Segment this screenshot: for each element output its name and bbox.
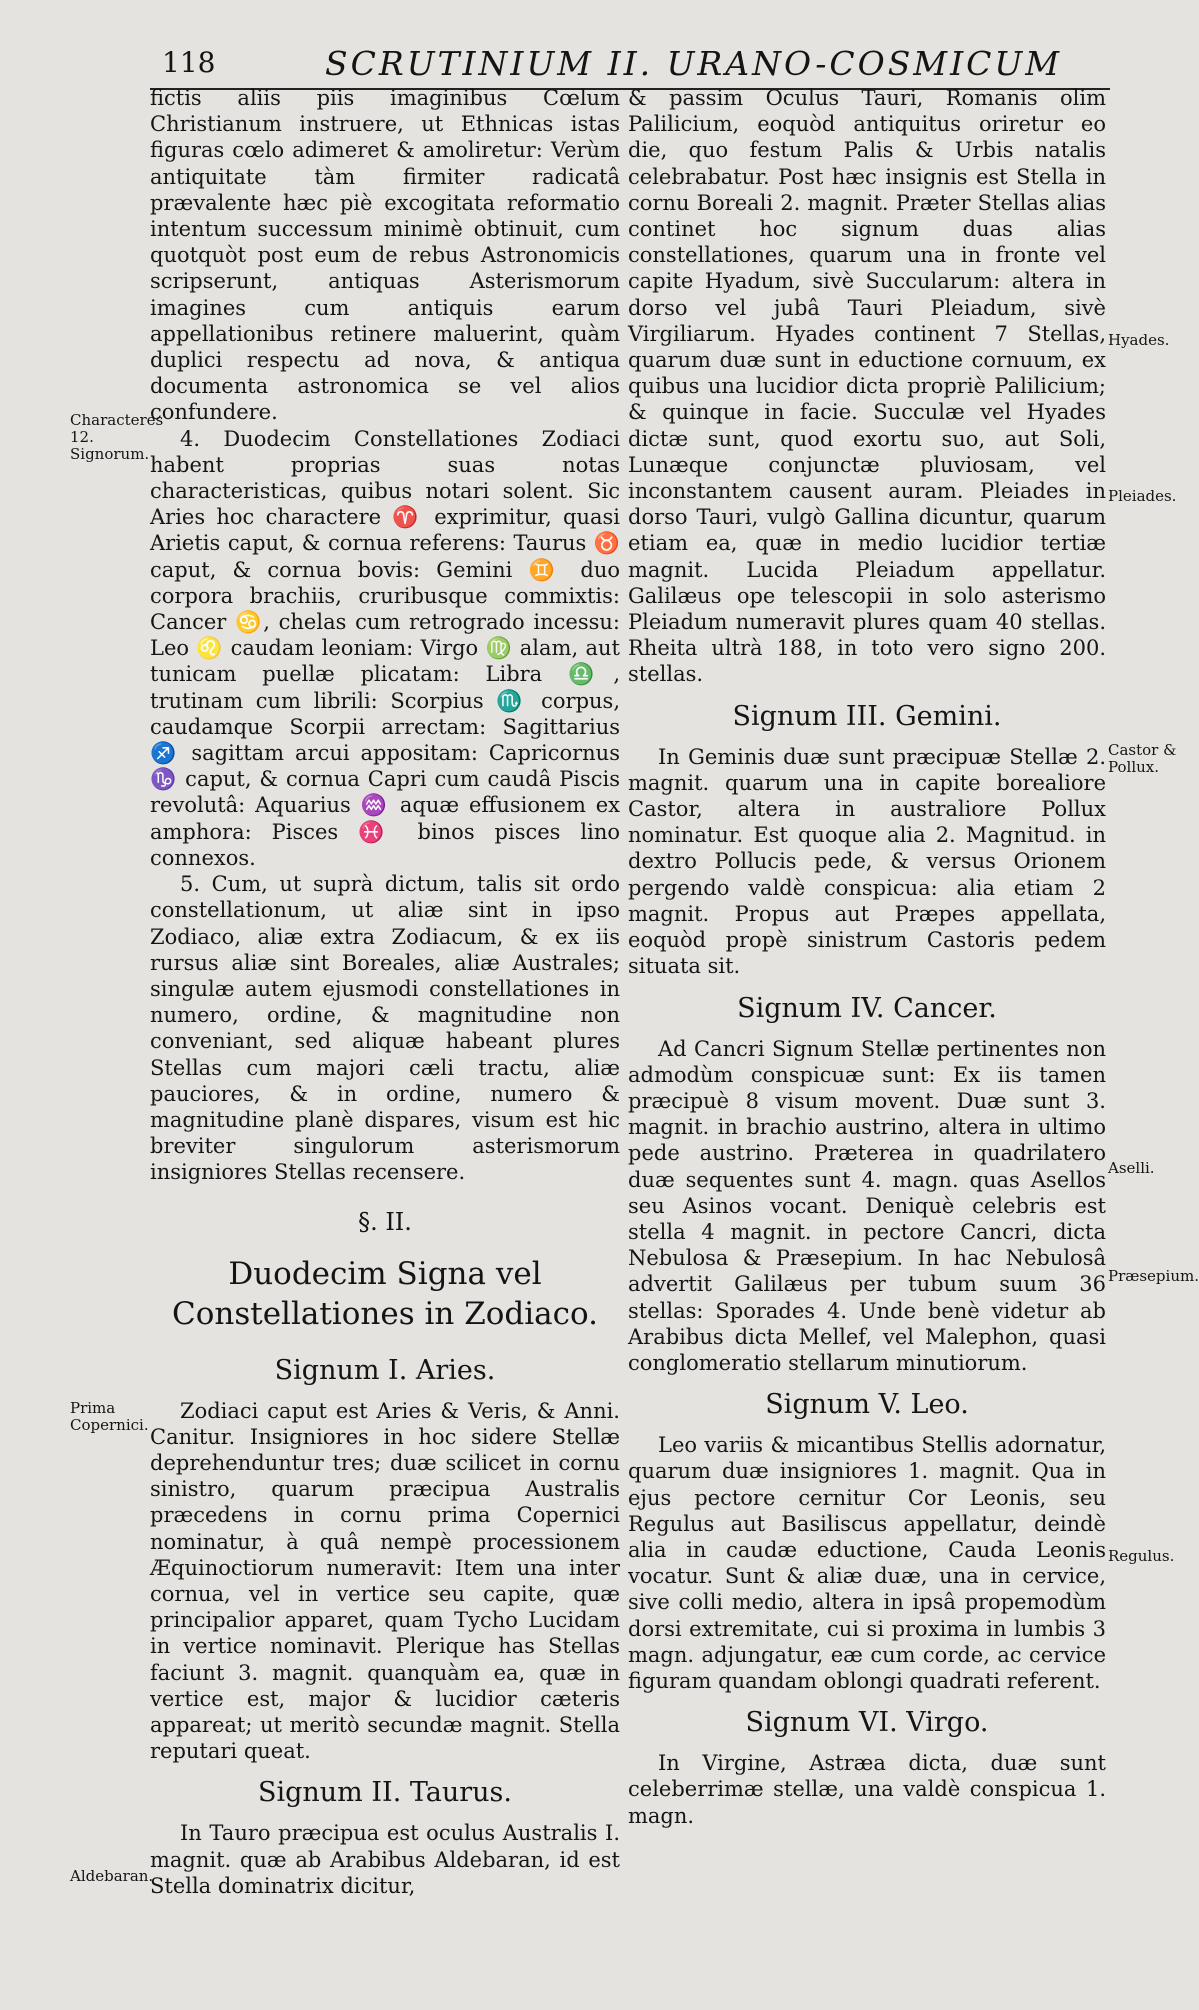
chapter-heading: Duodecim Signa vel Constellationes in Zodiaco.	[172, 1255, 598, 1332]
paragraph-taurus-continued: & passim Oculus Tauri, Romanis olim Palilicium, eoquòd antiquitus oriretur eo die, quo festum Palis & Urbis natalis celebrabatur. Post hæc insignis est Stella in cornu Boreali 2. magnit. Præter Stellas alias continet hoc signum duas alias constellationes, quarum una in fronte vel capite Hyadum, sivè Succularum: altera in dorso vel jubâ Tauri Pleiadum, sivè Virgiliarum. Hyades continent 7 Stellas, quarum duæ sunt in eductione cornuum, ex quibus una lucidior dicta propriè Palilicium; & quinque in facie. Succulæ vel Hyades dictæ sunt, quod exortu suo, aut Soli, Lunæque conjunctæ pluviosam, vel inconstantem causent auram. Pleiades in dorso Tauri, vulgò Gallina dicuntur, quarum etiam ea, quæ in medio lucidior tertiæ magnit. Lucida Pleiadum appellatur. Galilæus ope telescopii in solo asterismo Pleiadum numeravit plures quam 40 stellas. Rheita ultrà 188, in toto vero signo 200. stellas.	[628, 86, 1106, 687]
right-column	[628, 85, 1106, 1829]
paragraph-cancer: Ad Cancri Signum Stellæ pertinentes non admodùm conspicuæ sunt: Ex iis tamen præcipuè 8 visum movent. Duæ sunt 3. magnit. in brachio austrino, altera in ultimo pede austrino. Præterea in quadrilatero duæ sequentes sunt 4. magn. quas Asellos seu Asinos vocant. Deniquè celebris est stella 4 magnit. in pectore Cancri, dicta Nebulosa & Præsepium. In hac Nebulosâ advertit Galilæus per tubum suum 36 stellas: Sporades 4. Unde benè videtur ab Arabibus dicta Mellef, vel Malephon, quasi conglomeratio stellarum minutiorum.	[628, 1036, 1106, 1375]
paragraph-taurus: In Tauro præcipua est oculus Australis I. magnit. quæ ab Arabibus Aldebaran, id est Stella dominatrix dicitur,	[150, 1821, 620, 1898]
running-title: SCRUTINIUM II. URANO-COSMICUM	[325, 44, 1062, 83]
paragraph-intro-continued: fictis aliis piis imaginibus Cœlum Christianum instruere, ut Ethnicas istas figuras cœlo adimeret & amoliretur: Verùm antiquitate tàm firmiter radicatâ prævalente hæc piè excogitata reformatio intentum successum minimè obtinuit, cum quotquòt post eum de rebus Astronomicis scripserunt, antiquas Asterismorum imagines cum antiquis earum appellationibus retinere maluerint, quàm duplici respectu ad nova, & antiqua documenta astronomica se vel alios confundere.	[150, 86, 620, 425]
page-number: 118	[162, 46, 216, 79]
margin-note-hyades: Hyades.	[1108, 331, 1170, 349]
heading-aries: Signum I. Aries.	[274, 1354, 496, 1386]
margin-note-regulus: Regulus.	[1108, 1547, 1175, 1565]
left-column	[150, 85, 620, 1899]
margin-note-prima-copernici: Prima Copernici.	[70, 1399, 149, 1434]
paragraph-gemini: In Geminis duæ sunt præcipuæ Stellæ 2. magnit. quarum una in capite borealiore Castor, altera in australiore Pollux nominatur. Est quoque alia 2. Magnitud. in dextro Pollucis pede, & versus Orionem pergendo valdè conspicua: alia etiam 2 magnit. Propus aut Præpes appellata, eoquòd propè sinistrum Castoris pedem situata sit.	[628, 744, 1106, 979]
heading-leo: Signum V. Leo.	[765, 1389, 969, 1421]
page-header	[150, 42, 1110, 90]
margin-note-pleiades: Pleiades.	[1108, 487, 1177, 505]
margin-note-characteres: Characteres 12. Signorum.	[70, 411, 164, 463]
margin-note-castor-pollux: Castor & Pollux.	[1108, 741, 1177, 776]
heading-cancer: Signum IV. Cancer.	[737, 992, 997, 1024]
margin-note-aldebaran: Aldebaran.	[70, 1867, 154, 1885]
margin-note-aselli: Aselli.	[1108, 1159, 1155, 1177]
margin-note-praesepium: Præsepium.	[1108, 1267, 1199, 1285]
paragraph-virgo: In Virgine, Astræa dicta, duæ sunt celeberrimæ stellæ, una valdè conspicua 1. magn.	[628, 1751, 1106, 1828]
paragraph-order: 5. Cum, ut suprà dictum, talis sit ordo constellationum, ut aliæ sint in ipso Zodiaco, aliæ extra Zodiacum, & ex iis rursus aliæ sint Boreales, aliæ Australes; singulæ autem ejusmodi constellationes in numero, ordine, & magnitudine non conveniant, sed aliquæ habeant plures Stellas cum majori cæli tractu, aliæ pauciores, & in ordine, numero & magnitudine planè dispares, visum est hic breviter singulorum asterismorum insigniores Stellas recensere.	[150, 872, 620, 1185]
heading-virgo: Signum VI. Virgo.	[745, 1707, 989, 1739]
heading-taurus: Signum II. Taurus.	[257, 1777, 512, 1809]
paragraph-leo: Leo variis & micantibus Stellis adornatur, quarum duæ insigniores 1. magnit. Qua in ejus pectore cernitur Cor Leonis, seu Regulus aut Basiliscus appellatur, deindè alia in caudæ eductione, Cauda Leonis vocatur. Sunt & aliæ duæ, una in cervice, sive colli medio, altera in ipsâ propemodùm dorsi extremitate, cui si proxima in lumbis 3 magn. adjungatur, eæ cum corde, ac cervice figuram quandam oblongi quadrati referent.	[628, 1433, 1106, 1693]
paragraph-characters: 4. Duodecim Constellationes Zodiaci habent proprias suas notas characteristicas, quibus notari solent. Sic Aries hoc charactere ♈ exprimitur, quasi Arietis caput, & cornua referens: Taurus ♉ caput, & cornua bovis: Gemini ♊ duo corpora brachiis, cruribusque commixtis: Cancer ♋, chelas cum retrogrado incessu: Leo ♌ caudam leoniam: Virgo ♍ alam, aut tunicam puellæ plicatam: Libra ♎, trutinam cum librili: Scorpius ♏ corpus, caudamque Scorpii arrectam: Sagittarius ♐ sagittam arcui appositam: Capricornus ♑ caput, & cornua Capri cum caudâ Piscis revolutâ: Aquarius ♒ aquæ effusionem ex amphora: Pisces ♓ binos pisces lino connexos.	[150, 426, 620, 870]
paragraph-aries: Zodiaci caput est Aries & Veris, & Anni. Canitur. Insigniores in hoc sidere Stellæ deprehenduntur tres; duæ scilicet in cornu sinistro, quarum præcipua Australis præcedens in cornu prima Copernici nominatur, à quâ nempè processionem Æquinoctiorum numeravit: Item una inter cornua, vel in vertice seu capite, quæ principalior apparet, quam Tycho Lucidam in vertice nominavit. Plerique has Stellas faciunt 3. magnit. quanquàm ea, quæ in vertice est, major & lucidior cæteris appareat; ut meritò secundæ magnit. Stella reputari queat.	[150, 1398, 620, 1764]
section-heading: §. II.	[358, 1207, 412, 1236]
heading-gemini: Signum III. Gemini.	[732, 700, 1002, 732]
